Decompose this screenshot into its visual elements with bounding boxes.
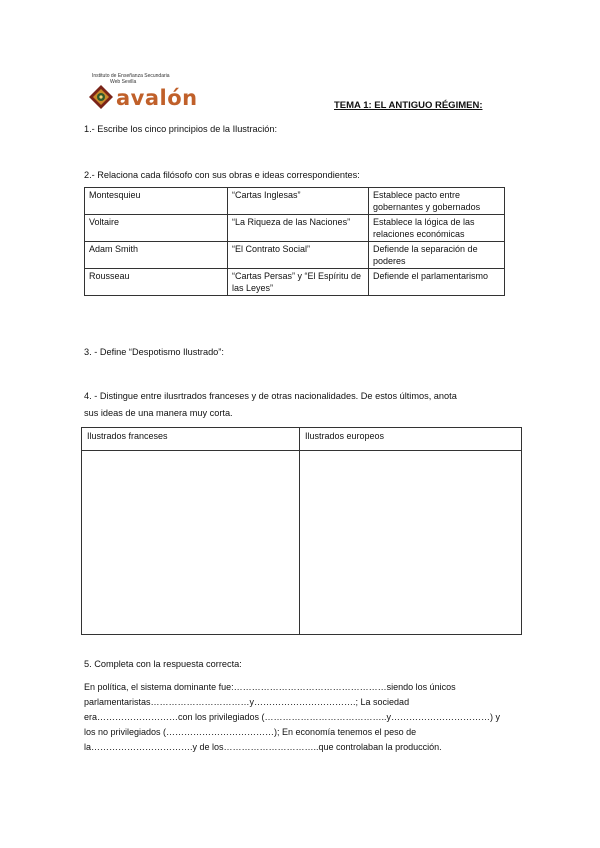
fill-line: En política, el sistema dominante fue:……………………………………………siendo los únicos bbox=[84, 682, 456, 692]
work-cell: “Cartas Persas” y “El Espíritu de las Leyes” bbox=[228, 269, 369, 296]
french-illustrators-header: Ilustrados franceses bbox=[87, 431, 168, 441]
table-row bbox=[85, 242, 505, 269]
school-tagline: Web Sevilla bbox=[110, 79, 137, 85]
question-2: 2.- Relaciona cada filósofo con sus obras e ideas correspondientes: bbox=[84, 170, 360, 180]
logo-wordmark: avalón bbox=[116, 86, 198, 110]
illustrators-table-divider bbox=[299, 428, 300, 634]
school-emblem-icon bbox=[88, 84, 114, 110]
french-answer-area[interactable] bbox=[83, 452, 297, 632]
philosopher-cell: Voltaire bbox=[85, 215, 228, 242]
question-4-line-2: sus ideas de una manera muy corta. bbox=[84, 408, 233, 418]
table-row bbox=[85, 188, 505, 215]
philosopher-cell: Adam Smith bbox=[85, 242, 228, 269]
fill-in-paragraph bbox=[84, 680, 524, 755]
european-illustrators-header: Ilustrados europeos bbox=[305, 431, 385, 441]
question-3: 3. - Define “Despotismo Ilustrado”: bbox=[84, 347, 224, 357]
european-answer-area[interactable] bbox=[302, 452, 519, 632]
idea-cell: Establece la lógica de las relaciones económicas bbox=[369, 215, 505, 242]
illustrators-table bbox=[81, 427, 522, 635]
work-cell: “El Contrato Social” bbox=[228, 242, 369, 269]
question-5: 5. Completa con la respuesta correcta: bbox=[84, 659, 242, 669]
table-row bbox=[85, 215, 505, 242]
idea-cell: Establece pacto entre gobernantes y gobernados bbox=[369, 188, 505, 215]
idea-cell: Defiende la separación de poderes bbox=[369, 242, 505, 269]
page-title: TEMA 1: EL ANTIGUO RÉGIMEN: bbox=[334, 100, 483, 111]
school-name-text: Instituto de Enseñanza Secundaria bbox=[92, 73, 170, 79]
question-1: 1.- Escribe los cinco principios de la Ilustración: bbox=[84, 124, 278, 134]
table-row bbox=[85, 269, 505, 296]
fill-line: parlamentaristas……………………………y…………………………….; La sociedad bbox=[84, 697, 410, 707]
fill-line: la…………………………….y de los…………………………..que controlaban la producción. bbox=[84, 742, 442, 752]
fill-line: era………………………con los privilegiados (…………………………………..y……………………………) y bbox=[84, 712, 501, 722]
fill-line: los no privilegiados (………………………………); En economía tenemos el peso de bbox=[84, 727, 417, 737]
work-cell: “La Riqueza de las Naciones” bbox=[228, 215, 369, 242]
question-4-line-1: 4. - Distingue entre ilusrtrados franceses y de otras nacionalidades. De estos últimos, anota bbox=[84, 391, 457, 401]
question-4 bbox=[84, 390, 457, 419]
work-cell: “Cartas Inglesas” bbox=[228, 188, 369, 215]
philosophers-table bbox=[84, 187, 505, 296]
idea-cell: Defiende el parlamentarismo bbox=[369, 269, 505, 296]
philosopher-cell: Montesquieu bbox=[85, 188, 228, 215]
philosopher-cell: Rousseau bbox=[85, 269, 228, 296]
